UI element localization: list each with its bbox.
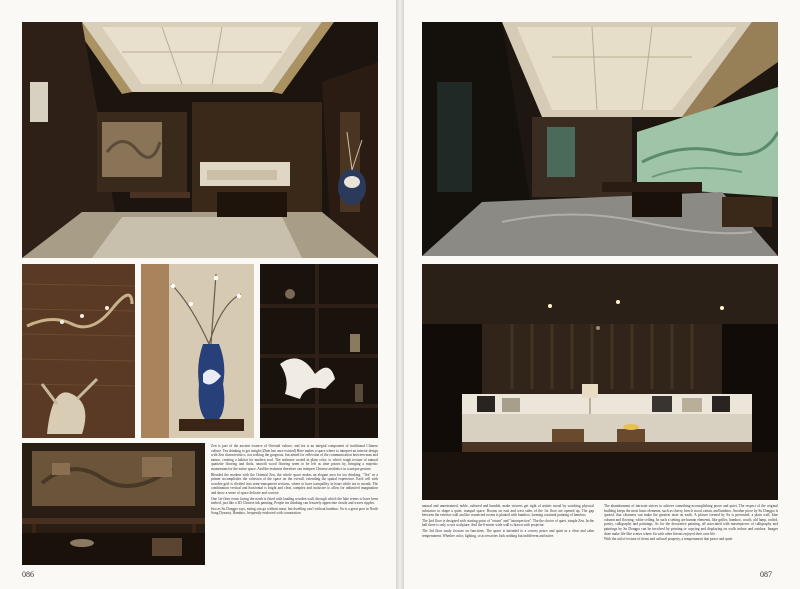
right-col2-paragraph-2: With the aid of texture of items and cultural property, a temperament that peace and quiet (604, 537, 733, 542)
left-paragraph-4: Just as Su Dongpo says, eating can go without meat, but dwelling can't without bamboo. Su is a great poet in North Song Dynasty. Bamboo, frequently endowed with connotation (211, 506, 378, 516)
right-page (404, 0, 800, 589)
page-number-left: 086 (22, 570, 34, 579)
book-gutter (396, 0, 404, 589)
left-paragraph-2: Blended the modern with the Oriental Zen, the whole space makes an elegant area for tea drinking. "Tea" as a primer accomplishes the cohesion of the space on the overall, extending the spatial experience. Each cell with wooden grid is divided into semi-transparent sections, where to have tranquillity in heart while tea to mouth. The combination vertical and horizontal is bright and clear, complex and inclusive to allow for unlimited imagination and show a sense of space delicate and concise. (211, 472, 378, 495)
photo-shelf-sculpture (260, 264, 378, 438)
right-body-text-col1 (422, 504, 594, 570)
right-body-text-col2 (604, 504, 778, 570)
photo-wall-branch (22, 264, 135, 438)
left-page (0, 0, 396, 589)
left-body-text (211, 444, 378, 566)
right-col1-paragraph-3: The 3rd floor study focuses on functions. The space is intended to a convey peace and quiet in a clear and calm temperament. Whether color, lighting, or accessories look nothing but indifferent and naive. (422, 528, 594, 538)
photo-carved-table (22, 443, 205, 565)
left-paragraph-1: Zen is part of the ancient essence of Oriental culture, and tea is an integral component of traditional Chinese culture. Tea drinking to get insight (Zhen has once existed) Here makes a space where to interpret an interior design with Zen characteristics, not seeking the gorgeous, but aimed for reflection of the communication between man and nature, creating a habitat for modern soul. The teahouse coated in plain color, to which rough texture of natural quartzite flooring and thick, smooth wood flooring seem to be left as time passes by, bringing a majestic momentum for the entire space. And the teahouse therefore can interpret Chinese aesthetics in a unique gesture. (211, 444, 378, 471)
photo-teahouse-hall (22, 22, 378, 258)
left-paragraph-3: One 1st-floor room facing the north is fitted with landing wooden wall, through which the lake seems to have been melted, just like a 3D Chinese ink painting. People tea drinking can leisurely appreciate clouds and waves ripples. (211, 496, 378, 506)
right-col2-paragraph-1: The abandonment of intricate strives to achieve something-accomplishing peace and quiet. The respect of the original building keeps the most basic elements, such as cherry, beech wood, rattan, and bamboo. Another piece by Su Dongpo is quoted, that clearness can make the greatest taste on earth. A picture formed by Su is presented: a plain wall, blue column and flooring, white ceiling. In such a setting are human elements, like grilles, bamboo, couch, old lamp, orchid, poetry, calligraphy and paintings. As for the decorative painting, all associated with masterpieces of calligraphy and paintings by Su Dongpo can be involved by printing or copying and displaying on walls indoor and outdoor. Images done make life-like scenes where Su with other literati enjoyed their own life. (604, 504, 778, 536)
photo-mural-hall (422, 22, 778, 256)
photo-blue-vase (141, 264, 254, 438)
right-col1-paragraph-1: natural and unrestrained, noble, cultured and humble, make viewers get right of artistic mood by watching physical substance to shape a quiet, tranquil space. Rooms on east and west sides of the 1st floor are opened up. The gap between the exterior wall and the connected rooms is planted with bamboo, forming a natural painting of bamboo. (422, 504, 594, 518)
page-number-right: 087 (760, 570, 772, 579)
photo-lounge (422, 264, 778, 500)
right-col1-paragraph-2: The 2nd floor is designed with starting point of "return" and "introspection". The the choice of quiet, simple Zen. In the hall there is only a root sculpture. And the 6-meter wide wall is drawn with projector. (422, 518, 594, 528)
